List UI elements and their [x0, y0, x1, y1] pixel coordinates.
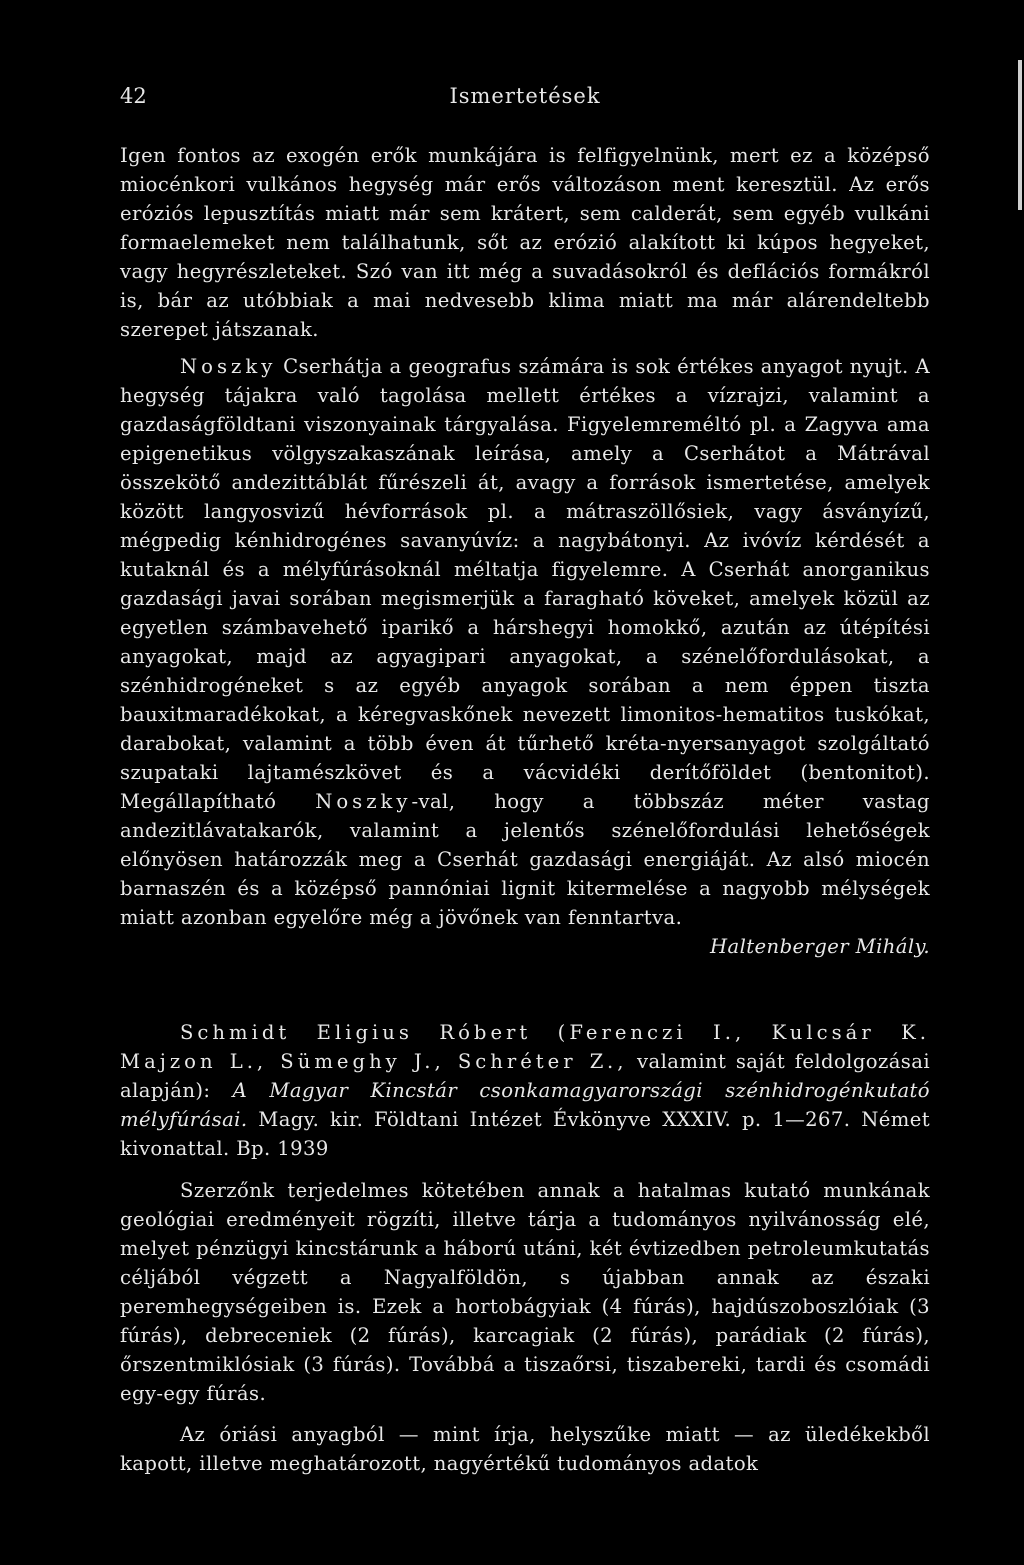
citation-title: A Magyar Kincstár csonkamagyarországi szénhidrogénkutató mélyfúrásai. — [120, 1079, 931, 1131]
review2-para1: Szerzőnk terjedelmes kötetében annak a hatalmas kutató munkának geológiai eredményeit rögzíti, illetve tárja a tudományos nyilvánosság elé, melyet pénzügyi kincstárunk a háború utáni, két évtizedben petroleumkutatás céljából végzett a Nagyalföldön, s újabban annak az északi peremhegységeiben is. Ezek a hortobágyiak (4 fúrás), hajdúszoboszlóiak (3 fúrás), debreceniek (2 fúrás), karcagiak (2 fúrás), parádiak (2 fúrás), őrszentmiklósiak (3 fúrás). Továbbá a tiszaőrsi, tiszabereki, tardi és csomádi egy-egy fúrás. — [120, 1179, 930, 1405]
review2-para2: Az óriási anyagból — mint írja, helyszűke miatt — az üledékekből kapott, illetve meghatározott, nagyértékű tudományos adatok — [120, 1423, 930, 1475]
review1-paragraph-2 — [120, 352, 930, 961]
page-edge-rule — [1018, 60, 1022, 210]
review1-para1-text: Igen fontos az exogén erők munkájára is felfigyelnünk, mert ez a középső miocénkori vulkános hegység már erős változáson ment keresztül. Az erős eróziós lepusztítás miatt már sem krátert, sem calderát, sem egyéb vulkáni formaelemeket nem találhatunk, sőt az erózió alakított ki kúpos hegyeket, vagy hegyrészleteket. Szó van itt még a suvadásokról és deflációs formákról is, bár az utóbbiak a mai nedvesebb klima miatt ma már alárendeltebb szerepet játszanak. — [120, 144, 930, 341]
author-name-2: Noszky — [315, 790, 412, 813]
page-header — [120, 84, 930, 114]
citation-mid: valamint saját feldolgozásai alapján): — [120, 1050, 930, 1102]
citation-end: Magy. kir. Földtani Intézet Évkönyve XXXIV. p. 1—267. Német kivonattal. Bp. 1939 — [120, 1108, 930, 1160]
review2-body — [120, 1176, 930, 1478]
running-title: Ismertetések — [449, 84, 601, 108]
review1-paragraph-1 — [120, 141, 930, 344]
review2-citation — [120, 1018, 930, 1163]
review1-para2-body: Cserhátja a geografus számára is sok értékes anyagot nyujt. A hegység tájakra való tagolása mellett értékes a vízrajzi, valamint a gazdaságföldtani viszonyainak tárgyalása. Figyelemreméltó pl. a Zagyva ama epigenetikus völgyszakaszának leírása, amely a Cserhátot a Mátrával összekötő andezittáblát fűrészeli át, avagy a források ismertetése, amelyek között langyosvizű hévforrások pl. a mátraszöllősiek, vagy ásványízű, mégpedig kénhidrogénes savanyúvíz: a nagybátonyi. Az ivóvíz kérdését a kutaknál és a mélyfúrásoknál méltatja figyelemre. A Cserhát anorganikus gazdasági javai sorában megismerjük a faragható köveket, amelyek közül az egyetlen számbavehető iparikő a hárshegyi homokkő, azután az útépítési anyagokat, majd az agyagipari anyagokat, a szénelőfordulásokat, a szénhidrogéneket s az egyéb anyagok sorában a nem éppen tiszta bauxitmaradékokat, a kéregvaskőnek nevezett limonitos-hematitos tuskókat, darabokat, valamint a több éven át tűrhető kréta-nyersanyagot szolgáltató szupataki lajtamészkövet és a vácvidéki derítőföldet (bentonitot). Megállapítható — [120, 355, 930, 813]
review1-para2-end: -val, hogy a többszáz méter vastag andezitlávatakarók, valamint a jelentős szénelőfordulási lehetőségek előnyösen határozzák meg a Cserhát gazdasági energiáját. Az alsó miocén barnaszén és a középső pannóniai lignit kitermelése a nagyobb mélységek miatt azonban egyelőre még a jövőnek van fenntartva. — [120, 790, 931, 929]
page-number: 42 — [120, 84, 147, 108]
citation-text — [120, 1018, 930, 1163]
review1-para2-text — [120, 352, 930, 932]
author-name: Noszky — [180, 355, 277, 378]
citation-authors: Schmidt Eligius Róbert (Ferenczi I., Kulcsár K. Majzon L., Sümeghy J., Schréter Z., — [120, 1021, 930, 1073]
signature: Haltenberger Mihály. — [710, 935, 930, 958]
